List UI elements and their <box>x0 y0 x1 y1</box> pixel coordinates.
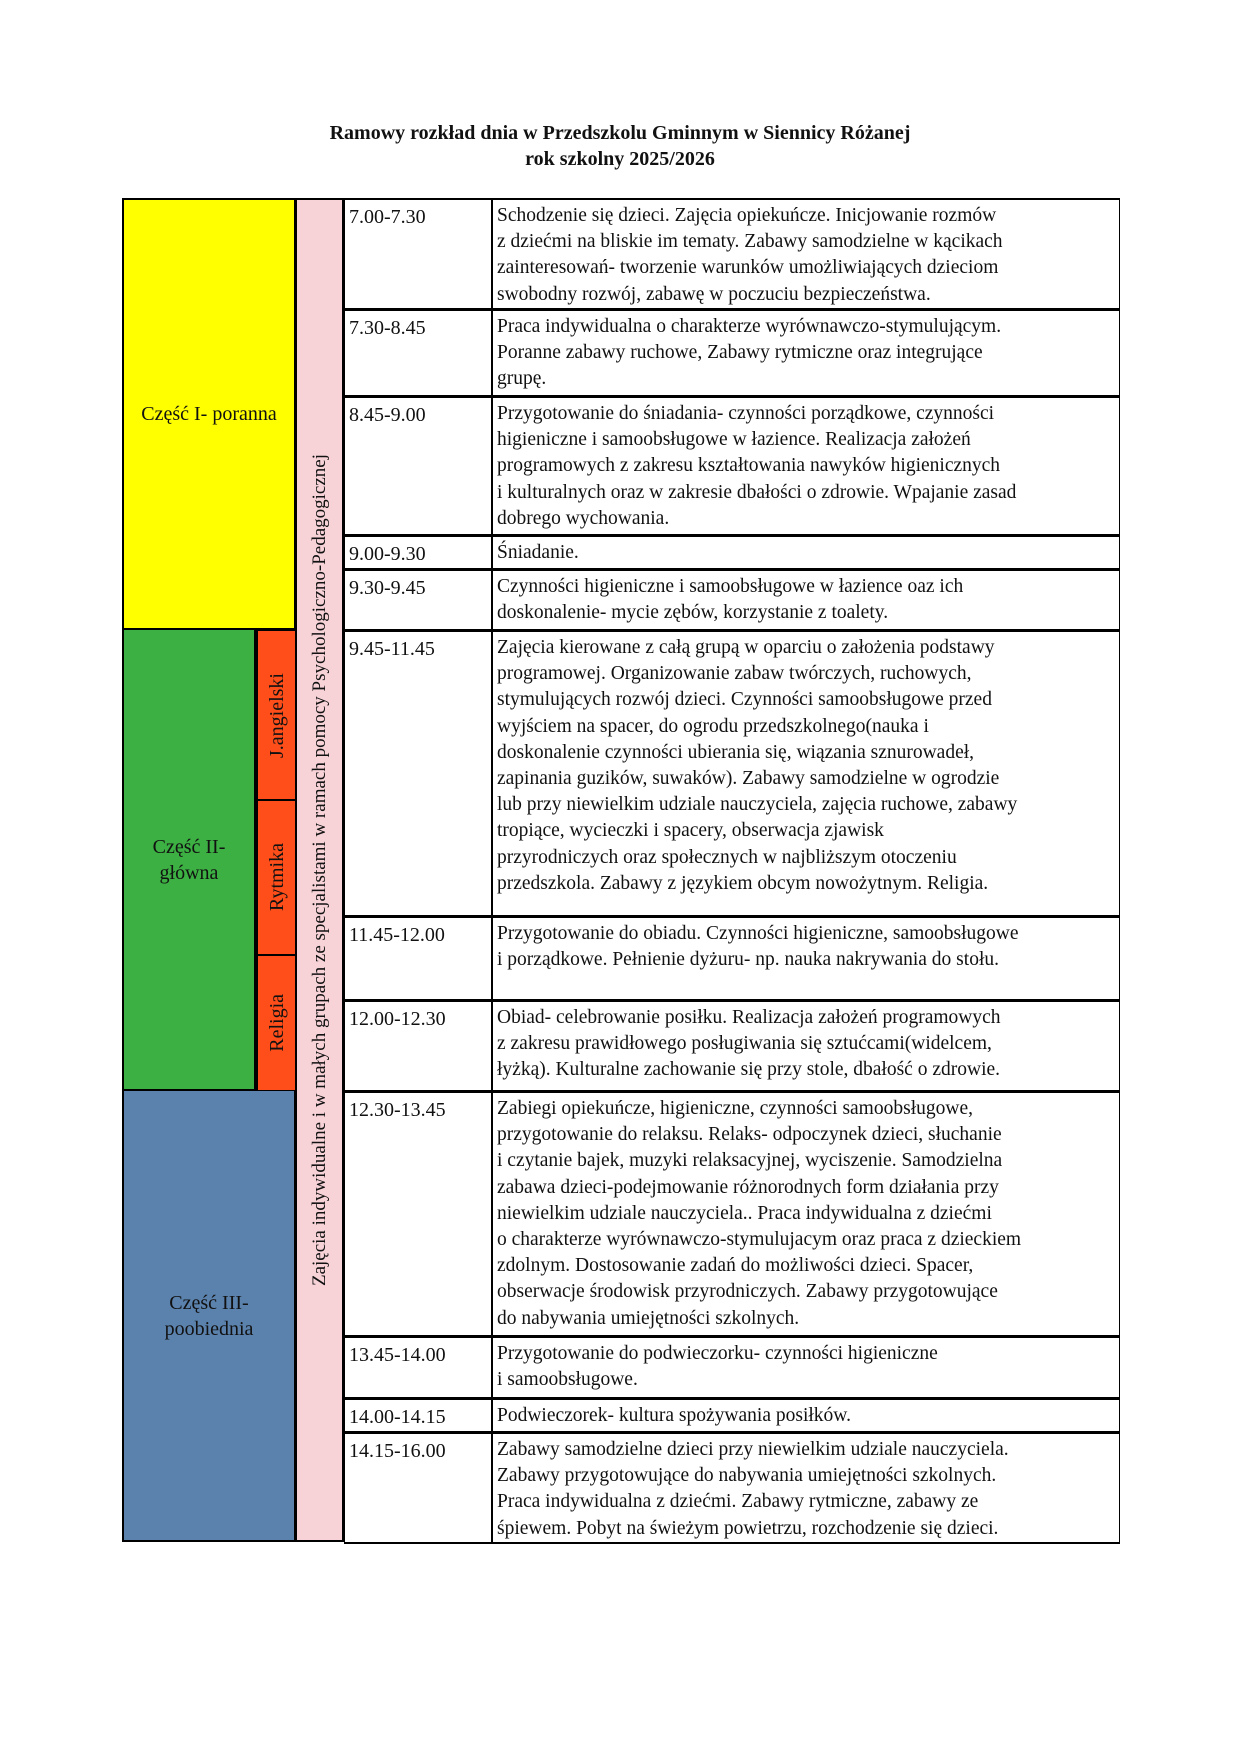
row-description: Zabawy samodzielne dzieci przy niewielkim udziale nauczyciela. Zabawy przygotowujące do nabywania umiejętności szkolnych. Praca indywidualna z dziećmi. Zabawy rytmiczne, zabawy ze śpiewem. Pobyt na świeżym powietrzu, rozchodzenie się dzieci. <box>497 1439 1009 1539</box>
row-time: 9.00-9.30 <box>345 537 493 568</box>
row-description: Podwieczorek- kultura spożywania posiłków. <box>497 1405 851 1426</box>
row-time: 11.45-12.00 <box>345 918 493 999</box>
phase-morning <box>122 198 296 630</box>
subject-rhythmics <box>256 800 296 955</box>
schedule-row <box>344 1091 1120 1336</box>
row-description: Schodzenie się dzieci. Zajęcia opiekuńcze. Inicjowanie rozmów z dziećmi na bliskie im tematy. Zabawy samodzielne w kącikach zainteresowań- tworzenie warunków umożliwiających dzieciom swobodny rozwój, zabawę w poczuciu bezpieczeństwa. <box>497 205 1003 305</box>
schedule-row <box>344 916 1120 1000</box>
document-title: Ramowy rozkład dnia w Przedszkolu Gminnym w Siennicy Różanej <box>329 122 911 144</box>
row-description: Czynności higieniczne i samoobsługowe w łazience oaz ich doskonalenie- mycie zębów, korzystanie z toalety. <box>497 576 964 624</box>
row-time: 14.00-14.15 <box>345 1400 493 1431</box>
schedule-row <box>344 198 1120 309</box>
school-year: rok szkolny 2025/2026 <box>525 148 715 170</box>
row-time: 9.45-11.45 <box>345 632 493 915</box>
phase-morning-label: Część I- poranna <box>141 403 277 425</box>
schedule-row <box>344 535 1120 569</box>
row-time: 7.30-8.45 <box>345 311 493 395</box>
row-time: 9.30-9.45 <box>345 571 493 629</box>
schedule-row <box>344 396 1120 535</box>
row-description: Przygotowanie do podwieczorku- czynności higieniczne i samoobsługowe. <box>497 1343 938 1391</box>
row-description: Zabiegi opiekuńcze, higieniczne, czynności samoobsługowe, przygotowanie do relaksu. Relaks- odpoczynek dzieci, słuchanie i czytanie bajek, muzyki relaksacyjnej, wyciszenie. Samodzielna zabawa dzieci-podejmowanie różnorodnych form działania przy niewielkim udziale nauczyciela.. Praca indywidualna z dziećmi o charakterze wyrównawczo-stymulujacym oraz praca z dzieckiem zdolnym. Dostosowanie zadań do możliwości dzieci. Spacer, obserwacje środowisk przyrodniczych. Zabawy przygotowujące do nabywania umiejętności szkolnych. <box>497 1098 1022 1329</box>
row-description: Przygotowanie do śniadania- czynności porządkowe, czynności higieniczne i samoobsługowe w łazience. Realizacja założeń programowych z zakresu kształtowania nawyków higienicznych i kulturalnych oraz w zakresie dbałości o zdrowie. Wpajanie zasad dobrego wychowania. <box>497 403 1017 529</box>
schedule-row <box>344 1336 1120 1398</box>
phase-main-label-line2: główna <box>159 861 219 884</box>
phase-afternoon-label-line2: poobiednia <box>164 1317 254 1340</box>
phase-afternoon-label-line1: Część III- <box>169 1291 249 1314</box>
row-description: Obiad- celebrowanie posiłku. Realizacja założeń programowych z zakresu prawidłowego posługiwania się sztućcami(widelcem, łyżką). Kulturalne zachowanie się przy stole, dbałość o zdrowie. <box>497 1007 1001 1081</box>
specialists-column <box>296 198 344 1542</box>
subject-english-label: J.angielski <box>265 672 288 758</box>
row-time: 13.45-14.00 <box>345 1338 493 1397</box>
phase-main-label-line1: Część II- <box>152 835 226 858</box>
phase-main <box>122 630 256 1091</box>
row-time: 7.00-7.30 <box>345 200 493 308</box>
specialists-label: Zajęcia indywidualne i w małych grupach ze specjalistami w ramach pomocy Psychologiczno-Pedagogicznej <box>308 453 330 1287</box>
phase-afternoon <box>122 1091 296 1542</box>
row-description: Śniadanie. <box>497 542 579 563</box>
subject-religion-label: Religia <box>265 994 288 1052</box>
row-time: 12.00-12.30 <box>345 1002 493 1090</box>
schedule-row <box>344 630 1120 916</box>
row-time: 12.30-13.45 <box>345 1093 493 1335</box>
row-description: Przygotowanie do obiadu. Czynności higieniczne, samoobsługowe i porządkowe. Pełnienie dyżuru- np. nauka nakrywania do stołu. <box>497 923 1019 971</box>
schedule-row <box>344 1398 1120 1432</box>
schedule-row <box>344 1000 1120 1091</box>
schedule-row <box>344 1432 1120 1544</box>
row-description: Zajęcia kierowane z całą grupą w oparciu o założenia podstawy programowej. Organizowanie zabaw twórczych, ruchowych, stymulujących rozwój dzieci. Czynności samoobsługowe przed wyjściem na spacer, do ogrodu przedszkolnego(nauka i doskonalenie czynności ubierania się, wiązania sznurowadeł, zapinania guzików, suwaków). Zabawy samodzielne w ogrodzie lub przy niewielkim udziale nauczyciela, zajęcia ruchowe, zabawy tropiące, wycieczki i spacery, obserwacja zjawisk przyrodniczych oraz społecznych w najbliższym otoczeniu przedszkola. Zabawy z językiem obcym nowożytnym. Religia. <box>497 637 1018 894</box>
row-description: Praca indywidualna o charakterze wyrównawczo-stymulującym. Poranne zabawy ruchowe, Zabawy rytmiczne oraz integrujące grupę. <box>497 316 1002 390</box>
subject-rhythmics-label: Rytmika <box>265 843 288 912</box>
subject-english <box>256 630 296 800</box>
row-time: 14.15-16.00 <box>345 1434 493 1542</box>
schedule-row <box>344 569 1120 630</box>
schedule-row <box>344 309 1120 396</box>
row-time: 8.45-9.00 <box>345 398 493 534</box>
subject-religion <box>256 955 296 1091</box>
